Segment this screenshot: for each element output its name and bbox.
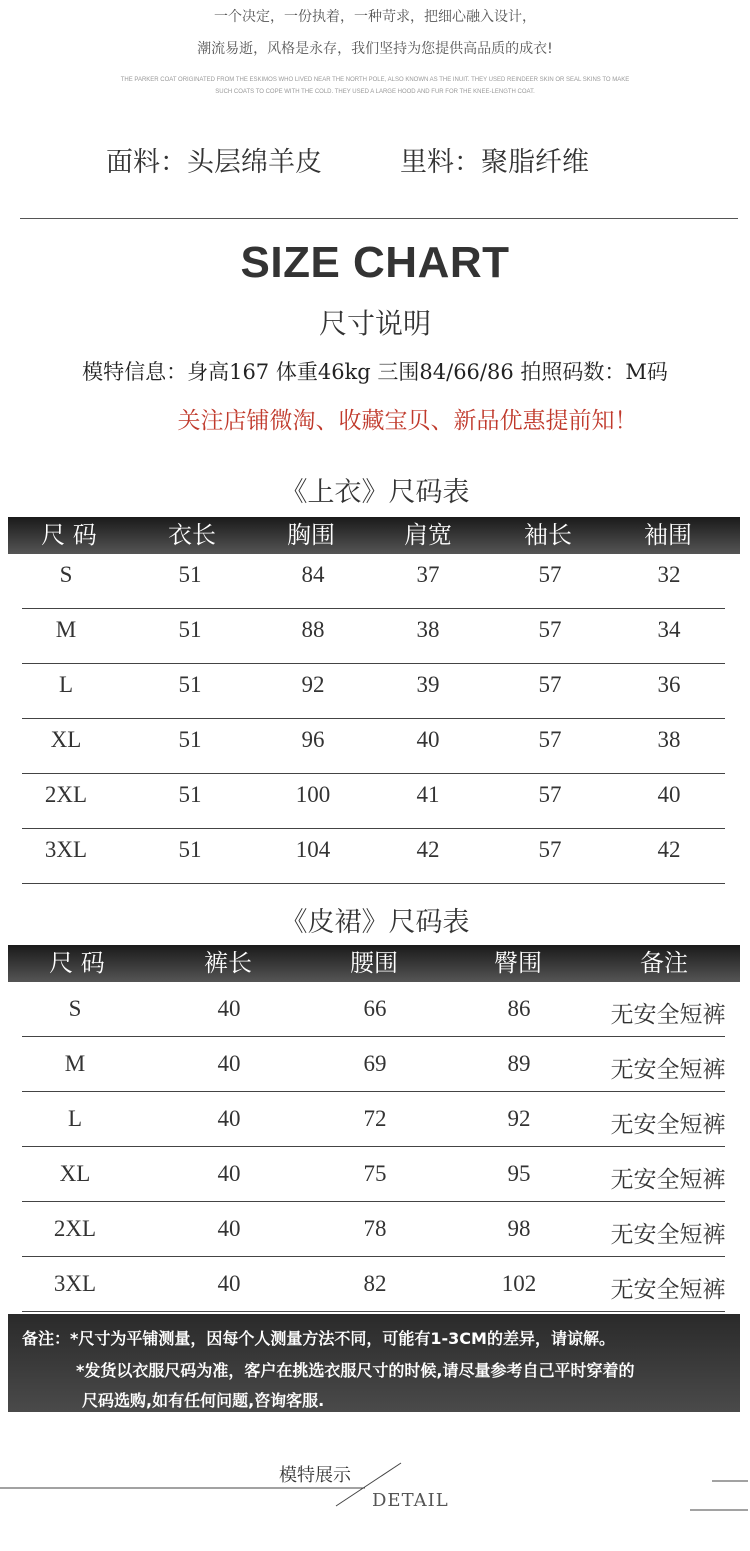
top-table-cell: 84	[301, 562, 325, 587]
skirt-table-cell: L	[67, 1106, 83, 1131]
top-table-cell: 92	[301, 672, 325, 697]
skirt-table-header	[8, 945, 740, 982]
skirt-table-cell: 72	[363, 1106, 387, 1131]
skirt-table-row	[22, 1147, 725, 1202]
top-table-cell: S	[59, 562, 73, 587]
skirt-table-title: 《皮裙》尺码表	[280, 907, 470, 938]
fabric-outer: 面料：头层绵羊皮	[106, 147, 322, 178]
top-header-sleeve-length: 袖长	[524, 521, 572, 549]
intro-line-1: 一个决定，一份执着，一种苛求，把细心融入设计，	[214, 9, 536, 25]
fabric-inner: 里料：聚脂纤维	[400, 147, 589, 178]
skirt-table-cell: 92	[507, 1106, 531, 1131]
top-table-cell: 57	[538, 617, 562, 642]
top-table-row	[22, 719, 725, 774]
top-table-cell: 34	[657, 617, 681, 642]
top-header-bust: 胸围	[287, 521, 335, 549]
skirt-header-remark: 备注	[640, 949, 688, 977]
skirt-table-cell: 无安全短裤	[610, 1277, 726, 1303]
skirt-table-row	[22, 1202, 725, 1257]
skirt-table-cell: 82	[363, 1271, 387, 1296]
skirt-table-cell: 75	[363, 1161, 387, 1186]
top-header-length: 衣长	[168, 521, 216, 549]
top-table-cell: M	[55, 617, 77, 642]
top-table-cell: 41	[416, 782, 440, 807]
skirt-table-row	[22, 1037, 725, 1092]
top-table-cell: 32	[657, 562, 681, 587]
skirt-table-cell: 40	[217, 1271, 241, 1296]
top-table-cell: 100	[295, 782, 331, 807]
skirt-table-row	[22, 1257, 725, 1312]
top-table-cell: 38	[416, 617, 440, 642]
skirt-table-cell: XL	[59, 1161, 91, 1186]
model-show-label: 模特展示	[279, 1465, 351, 1486]
skirt-table-cell: 无安全短裤	[610, 1112, 726, 1138]
skirt-table-cell: 86	[507, 996, 531, 1021]
top-table-cell: 51	[178, 672, 202, 697]
top-table-row	[22, 774, 725, 829]
size-chart-title: SIZE CHART	[240, 238, 510, 287]
skirt-table-cell: 无安全短裤	[610, 1002, 726, 1028]
skirt-table-cell: 2XL	[53, 1216, 97, 1241]
footer-slash	[336, 1463, 401, 1506]
intro-english-text: THE PARKER COAT ORIGINATED FROM THE ESKIMOS WHO LIVED NEAR THE NORTH POLE, ALSO KNOWN AS THE INUIT. THEY USED REINDEER SKIN OR SEAL SKINS TO MAKE SUCH COATS TO COPE WITH THE COLD. THEY USED A LARGE HOOD AND FUR FOR THE KNEE-LENGTH COAT.	[120, 77, 630, 95]
top-table-cell: 2XL	[44, 782, 88, 807]
skirt-table-cell: M	[64, 1051, 86, 1076]
skirt-table-row	[22, 982, 725, 1037]
top-table-cell: 57	[538, 782, 562, 807]
top-table-cell: 51	[178, 837, 202, 862]
skirt-table-cell: 78	[363, 1216, 387, 1241]
skirt-table-cell: 40	[217, 1106, 241, 1131]
top-table-cell: 104	[295, 837, 331, 862]
skirt-table-cell: 无安全短裤	[610, 1222, 726, 1248]
skirt-table-cell: S	[68, 996, 82, 1021]
top-header-sleeve-width: 袖围	[644, 521, 692, 549]
top-table-cell: 42	[416, 837, 440, 862]
top-table-cell: 88	[301, 617, 325, 642]
skirt-table-cell: 40	[217, 1051, 241, 1076]
skirt-table-cell: 40	[217, 996, 241, 1021]
top-table-cell: 51	[178, 562, 202, 587]
skirt-header-length: 裤长	[204, 949, 252, 977]
top-table-row	[22, 554, 725, 609]
model-info: 模特信息：身高167 体重46kg 三围84/66/86 拍照码数：M码	[82, 360, 668, 384]
top-table-title: 《上衣》尺码表	[280, 477, 470, 508]
top-table-cell: XL	[50, 727, 82, 752]
detail-label: DETAIL	[372, 1490, 449, 1511]
skirt-table-row	[22, 1092, 725, 1147]
top-table-cell: 40	[657, 782, 681, 807]
top-table-cell: 57	[538, 672, 562, 697]
note-line-1: 备注：*尺寸为平铺测量，因每个人测量方法不同，可能有1-3CM的差异，请谅解。	[22, 1329, 615, 1348]
skirt-table-cell: 89	[507, 1051, 531, 1076]
skirt-header-size: 尺 码	[49, 949, 105, 977]
top-table-cell: 51	[178, 617, 202, 642]
skirt-table-cell: 102	[501, 1271, 537, 1296]
top-table-cell: 39	[416, 672, 440, 697]
top-table-cell: 40	[416, 727, 440, 752]
skirt-table-cell: 无安全短裤	[610, 1057, 726, 1083]
intro-line-2: 潮流易逝，风格是永存，我们坚持为您提供高品质的成衣!	[197, 41, 553, 57]
top-table-row	[22, 609, 725, 664]
promo-text: 关注店铺微淘、收藏宝贝、新品优惠提前知！	[177, 408, 638, 434]
skirt-header-waist: 腰围	[350, 949, 398, 977]
top-table-cell: 37	[416, 562, 440, 587]
top-table-cell: 38	[657, 727, 681, 752]
top-table-cell: 51	[178, 727, 202, 752]
top-table-row	[22, 829, 725, 884]
skirt-table-cell: 40	[217, 1216, 241, 1241]
top-table-cell: 3XL	[44, 837, 88, 862]
top-table-cell: 57	[538, 837, 562, 862]
top-table-row	[22, 664, 725, 719]
note-line-3: 尺码选购,如有任何问题,咨询客服.	[82, 1391, 325, 1410]
notes-box	[8, 1314, 740, 1412]
skirt-table-cell: 95	[507, 1161, 531, 1186]
skirt-table-cell: 98	[507, 1216, 531, 1241]
top-table-header	[8, 517, 740, 554]
top-table-cell: L	[58, 672, 74, 697]
top-table-cell: 96	[301, 727, 325, 752]
top-table-cell: 57	[538, 562, 562, 587]
footer-decoration	[0, 1455, 750, 1515]
top-table-cell: 57	[538, 727, 562, 752]
top-table-cell: 42	[657, 837, 681, 862]
skirt-table-cell: 40	[217, 1161, 241, 1186]
skirt-table-cell: 无安全短裤	[610, 1167, 726, 1193]
top-header-shoulder: 肩宽	[404, 521, 452, 549]
skirt-table-cell: 69	[363, 1051, 387, 1076]
skirt-header-hip: 臀围	[494, 949, 542, 977]
note-line-2: *发货以衣服尺码为准，客户在挑选衣服尺寸的时候,请尽量参考自己平时穿着的	[76, 1361, 635, 1380]
top-table-cell: 51	[178, 782, 202, 807]
skirt-table-cell: 66	[363, 996, 387, 1021]
skirt-table-cell: 3XL	[53, 1271, 97, 1296]
top-header-size: 尺 码	[41, 521, 97, 549]
top-table-cell: 36	[657, 672, 681, 697]
section-divider	[20, 218, 738, 219]
size-chart-subtitle: 尺寸说明	[318, 307, 431, 340]
